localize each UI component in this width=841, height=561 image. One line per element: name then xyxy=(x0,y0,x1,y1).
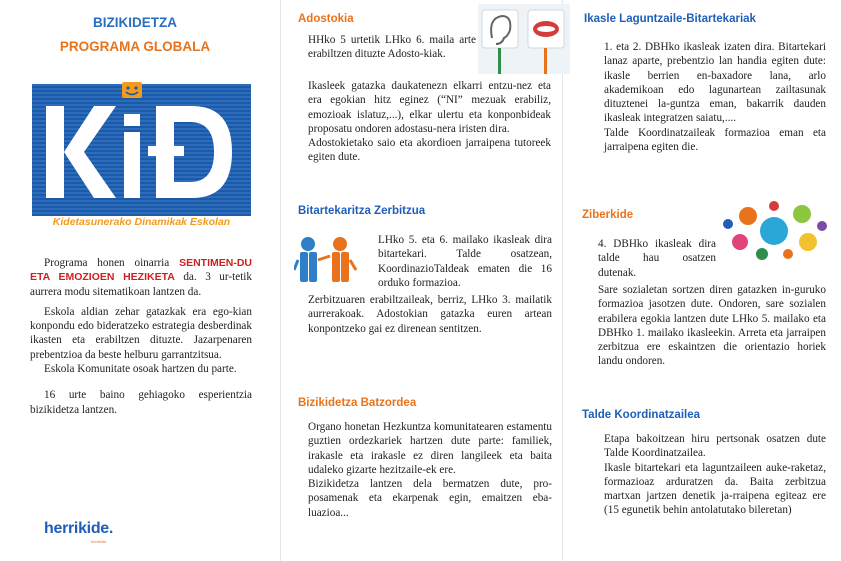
intro-paragraph-2: Eskola aldian zehar gatazkak era ego-kian konpondu edo bideratzeko estrategia desberdinak ikasten eta erabiltzen dituzte. Jazarpenaren prebentzioa da beste helburu garrantzitsua. xyxy=(30,305,252,361)
kid-logo xyxy=(32,80,251,232)
batzordea-text xyxy=(308,420,552,520)
section-title-bitartekaritza: Bitartekaritza Zerbitzua xyxy=(298,205,426,217)
bitartekaritza-text-2: Zerbitzuaren erabiltzaileak, berriz, LHko 3. mailatik aurrerakoak. Adostokian gatazka euren artean konpontzeko gai ez direnean sentitzen. xyxy=(308,294,552,335)
batzordea-paragraph-2: Bizikidetza lantzen dela bermatzen dute, pro-posamenak eta ekarpenak egin, emaitzen eba-luazioa... xyxy=(308,478,552,519)
ziberkide-text-2: Sare sozialetan sortzen diren gatazken in-guruko formazioa jasotzen dute. Ondoren, sare sozialen erabilera egokia lantzen dute LHko 5. mailako eta DBHko 1. mailako ikasleekin. Arreta eta jarraipen zerbitzua ere eskaintzen die orientazio horiek landu ondoren. xyxy=(598,284,826,368)
title-programa-globala: PROGRAMA GLOBALA xyxy=(59,39,211,54)
intro-p1-a: Programa honen oinarria xyxy=(44,257,180,269)
adostokia-paragraph-3: Adostokietako saio eta akordioen jarraipena tutoreek egiten dute. xyxy=(308,137,551,164)
logo-subtitle: Kidetasunerako Dinamikak Eskolan xyxy=(52,216,231,228)
title-bizikidetza: BIZIKIDETZA xyxy=(93,15,177,30)
laguntzaile-paragraph-2: Talde Koordinatzaileak formazioa eman eta jarraipena egiten die. xyxy=(604,126,826,154)
section-title-adostokia: Adostokia xyxy=(298,13,354,25)
koordinatzailea-paragraph-2: Ikasle bitartekari eta laguntzaileen auke-raketaz, formazioaz arduratzen da. Baita zerbitzua martxan jartzen denetik ja-rraipena egiteaz ere (15 egunetik behin antolatutako bileretan) xyxy=(604,461,826,517)
herrikide-logo: herrikide. xyxy=(44,520,114,537)
column-left xyxy=(0,0,280,561)
intro-paragraph-4: 16 urte baino gehiagoko esperientzia bizikidetza lantzen. xyxy=(30,389,252,416)
intro-text xyxy=(30,256,252,417)
intro-paragraph-3: Eskola Komunitate osoak hartzen du parte. xyxy=(44,363,237,376)
section-title-ziberkide: Ziberkide xyxy=(582,209,634,221)
section-title-batzordea: Bizikidetza Batzordea xyxy=(298,397,417,409)
adostokia-paragraph-2: Ikasleek gatazka daukatenezn elkarri entzu-nez eta era egokian hitz eginez (“NI” mezuak erabiliz, emozioak islatuz,...), elkar ulertu eta konponbideak proposatu ondoren adostasu-nera iristen dira. xyxy=(308,80,551,135)
column-middle xyxy=(280,0,562,561)
batzordea-paragraph-1: Organo honetan Hezkuntza komunitatearen estamentu guztien ordezkariek hartzen dute parte: familiek, irakasle eta irakasle ez diren langileek eta baita udaleko gizarte hezitzaile-ek ere. xyxy=(308,421,552,476)
laguntzaile-text xyxy=(604,40,826,154)
adostokia-text-2 xyxy=(308,79,551,165)
ear-mouth-image xyxy=(478,4,570,74)
social-media-icons-image xyxy=(718,200,830,262)
koordinatzailea-paragraph-1: Etapa bakoitzean hiru pertsonak osatzen dute Talde Koordinatzailea. xyxy=(604,433,826,460)
ziberkide-text-1: 4. DBHko ikasleak dira talde hau osatzen dutenak. xyxy=(598,238,716,279)
column-right xyxy=(562,0,841,561)
laguntzaile-paragraph-1: 1. eta 2. DBHko ikasleak izaten dira. Bitartekari lanaz aparte, prebentzio lan handia egiten dute: ikasle berrien en-baxadore lana, arlo akademikoan edo lagunartean zailtasunak dituztenei la-guntza eman, bakarrik dauden ikasleak integratzen saiatu,.... xyxy=(604,41,826,125)
section-title-koordinatzailea: Talde Koordinatzailea xyxy=(582,409,701,421)
koordinatzailea-text xyxy=(604,432,826,518)
section-title-laguntzaile: Ikasle Laguntzaile-Bitartekariak xyxy=(584,13,756,25)
intro-highlight: SENTIMEN-DU ETA EMOZIOEN HEZIKETA xyxy=(30,257,252,284)
clothespin-people-image xyxy=(294,232,364,284)
intro-paragraph-1 xyxy=(30,256,252,299)
intro-p1-b: da. 3 ur-tetik aurrera modu sitematikoan lantzen da. xyxy=(30,271,253,298)
adostokia-text-1: HHko 5 urtetik LHko 6. maila arte erabiltzen dituzte Adosto-kiak. xyxy=(308,34,476,61)
bitartekaritza-text-1: LHko 5. eta 6. mailako ikasleak dira bitartekari. Talde osatzean, KoordinazioTaldeak ematen die 16 orduko formazioa. xyxy=(378,234,552,289)
herrikide-logo-sub: herrikide xyxy=(91,539,107,544)
